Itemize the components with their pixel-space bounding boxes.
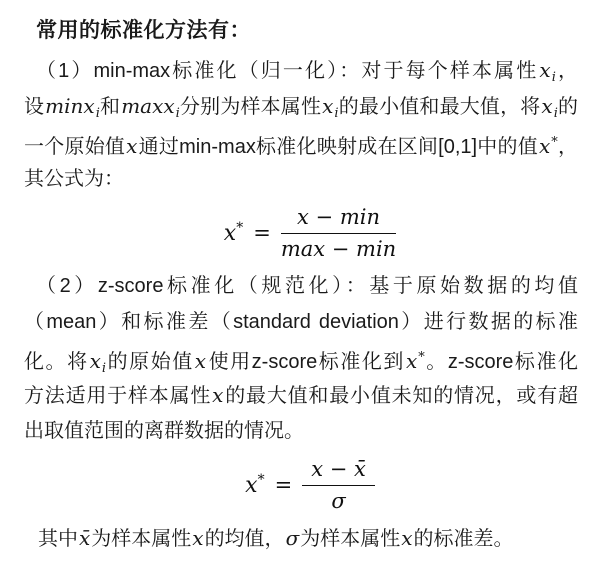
text-segment: （mean）和标准差（standard deviation）进行数据的标准 [24,310,578,333]
math-segment: x [401,525,413,550]
text-segment: 通过min-max标准化映射成在区间[0,1]中的值 [138,135,538,158]
math-segment: i [551,70,556,85]
formula-superscript: * [236,219,244,236]
equals-sign: = [253,220,271,245]
math-segment: x [541,94,553,119]
text-segment: 出取值范围的离群数据的情况。 [24,420,304,443]
math-segment: * [418,350,425,366]
math-segment: * [551,134,558,150]
formula-lhs [245,472,264,498]
text-segment: 的均值， [204,527,285,550]
text-segment: ， [557,135,579,158]
text-line-2 [24,88,578,124]
page-title: 常用的标准化方法有： [36,19,251,42]
math-segment: i [95,106,100,122]
text-segment: （2）z-score标准化（规范化）：基于原始数据的均值 [36,274,578,297]
text-segment: 和 [99,96,121,119]
text-line-9 [24,413,578,449]
text-line-5 [24,268,578,304]
fraction-numerator: x − x̄ [302,457,375,486]
math-segment: x̄ [79,525,91,550]
fraction [302,457,375,513]
text-segment: 其公式为： [24,168,124,191]
text-line-3 [24,125,578,161]
fraction-numerator: x − min [281,205,396,234]
text-line-8 [24,377,578,413]
fraction-denominator: σ [331,488,346,513]
paragraph-minmax [24,52,578,198]
math-segment: i [553,106,558,122]
formula-superscript: * [257,471,265,488]
math-segment: x [192,525,204,550]
text-segment: 。z-score标准化 [424,351,578,374]
text-line-4 [24,161,578,197]
text-segment: 的原始值 [106,351,194,374]
math-segment: σ [285,525,300,550]
formula-minmax [42,198,578,268]
text-segment: 为样本属性 [91,527,192,550]
text-segment: 的标准差。 [413,527,514,550]
text-line-7 [24,340,578,376]
text-segment: ， [555,60,578,82]
math-segment: x [194,349,207,374]
text-line-6 [24,304,578,340]
math-segment: maxx [121,94,175,119]
fraction [281,205,396,261]
equals-sign: = [274,472,293,497]
math-segment: x [212,382,224,407]
formula-variable: x [223,220,237,246]
math-segment: x [539,133,551,158]
math-segment: i [101,361,107,377]
text-segment: 为样本属性 [300,527,401,550]
paragraph-footnote [24,520,578,556]
text-segment: 的最小值和最大值，将 [338,96,541,119]
text-segment: 其中 [38,527,78,550]
formula-variable: x [245,472,258,498]
text-segment: 化。将 [24,351,89,374]
text-line-10 [24,520,578,556]
text-segment: 一个原始值 [24,135,126,158]
math-segment: x [126,133,138,158]
paragraph-zscore [24,268,578,450]
math-segment: x [539,58,551,82]
fraction-denominator: max − min [280,236,397,261]
math-segment: i [334,106,339,122]
formula-lhs [224,220,243,246]
text-segment: 的 [557,96,579,119]
text-segment: 设 [24,96,45,119]
math-segment: x [405,349,418,374]
math-segment: minx [45,94,95,119]
text-segment: （1）min-max标准化（归一化）：对于每个样本属性 [36,60,539,82]
text-segment: 的最大值和最小值未知的情况，或有超 [224,384,578,407]
text-line-1 [24,52,578,88]
math-segment: i [175,106,180,122]
math-segment: x [89,349,101,374]
formula-zscore [42,450,578,520]
text-segment: 使用z-score标准化到 [207,351,405,374]
math-segment: x [322,94,334,119]
text-segment: 分别为样本属性 [179,96,322,119]
text-segment: 方法适用于样本属性 [24,384,212,407]
